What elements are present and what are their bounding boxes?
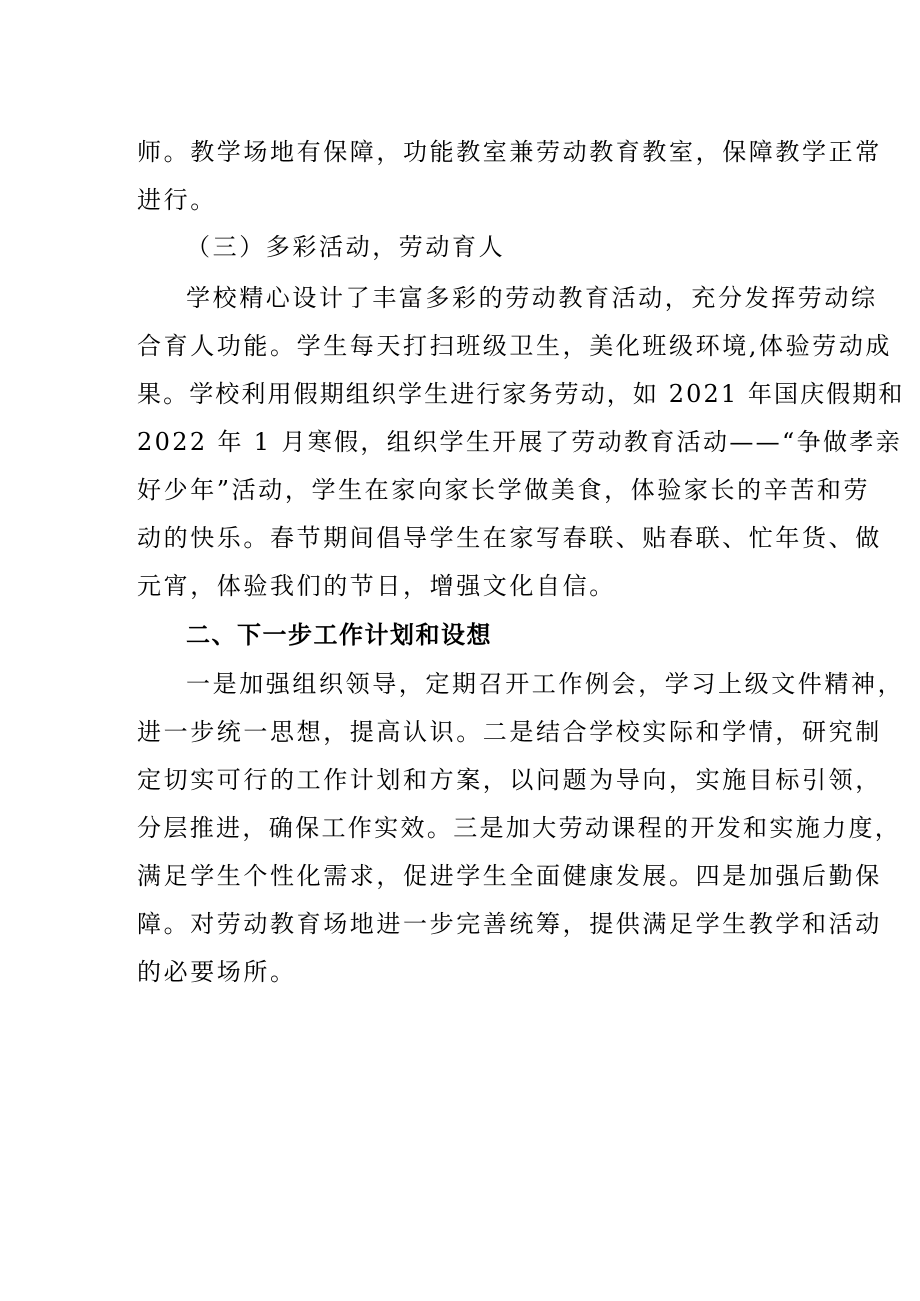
- section-heading: 二、下一步工作计划和设想: [186, 621, 492, 649]
- paragraph-line: 定切实可行的工作计划和方案，以问题为导向，实施目标引领，: [137, 766, 882, 794]
- paragraph-line: 果。学校利用假期组织学生进行家务劳动，如 2021 年国庆假期和: [137, 380, 905, 408]
- paragraph-line: 的必要场所。: [137, 958, 297, 986]
- paragraph-line: 进行。: [137, 186, 217, 214]
- paragraph-line: 2022 年 1 月寒假，组织学生开展了劳动教育活动——“争做孝亲: [137, 428, 903, 456]
- section-subheading: （三）多彩活动，劳动育人: [186, 233, 506, 261]
- paragraph-line: 元宵，体验我们的节日，增强文化自信。: [137, 572, 616, 600]
- paragraph-line: 进一步统一思想，提高认识。二是结合学校实际和学情，研究制: [137, 718, 882, 746]
- paragraph-line: 分层推进，确保工作实效。三是加大劳动课程的开发和实施力度，: [137, 814, 902, 842]
- paragraph-line: 好少年”活动，学生在家向家长学做美食，体验家长的辛苦和劳: [137, 476, 871, 504]
- paragraph-line: 满足学生个性化需求，促进学生全面健康发展。四是加强后勤保: [137, 862, 882, 890]
- paragraph-line: 学校精心设计了丰富多彩的劳动教育活动，充分发挥劳动综: [186, 284, 878, 312]
- paragraph-line: 师。教学场地有保障，功能教室兼劳动教育教室，保障教学正常: [137, 138, 882, 166]
- paragraph-line: 障。对劳动教育场地进一步完善统筹，提供满足学生教学和活动: [137, 910, 882, 938]
- paragraph-line: 一是加强组织领导，定期召开工作例会，学习上级文件精神，: [186, 670, 905, 698]
- paragraph-line: 合育人功能。学生每天打扫班级卫生，美化班级环境,体验劳动成: [137, 332, 893, 360]
- paragraph-line: 动的快乐。春节期间倡导学生在家写春联、贴春联、忙年货、做: [137, 524, 882, 552]
